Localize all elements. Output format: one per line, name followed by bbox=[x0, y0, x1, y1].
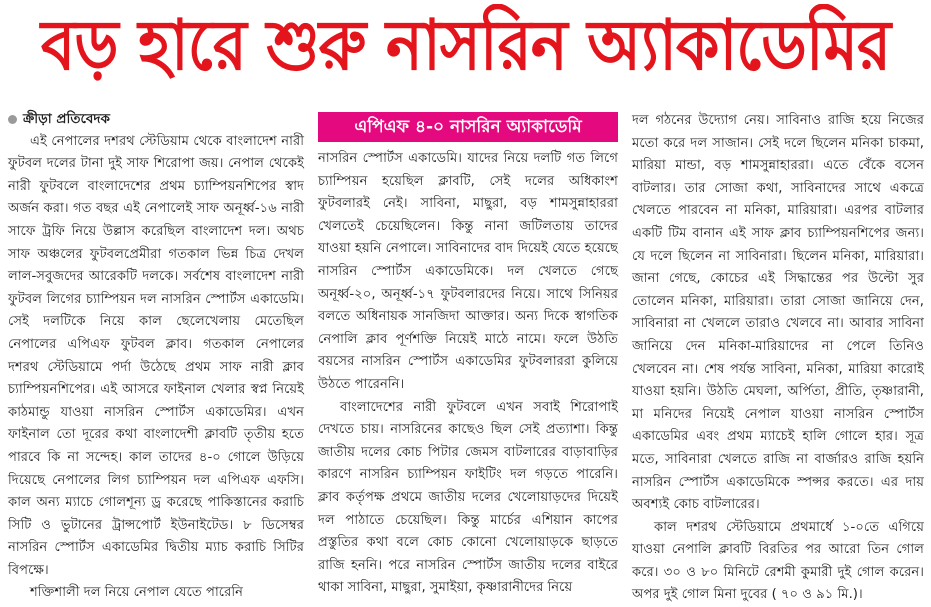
article-column-2 bbox=[318, 108, 618, 600]
paragraph: নাসরিন স্পোর্টস একাডেমি। যাদের নিয়ে দলটি গত লিগে চ্যাম্পিয়ন হয়েছিল ক্লাবটি, সেই দলের অধিকাংশ ফুটবলারই নেই। সাবিনা, মাছুরা, বড় শামসুন্নাহাররা খেলতেই চেয়েছিলেন। কিন্তু নানা জটিলতায় তাদের যাওয়া হয়নি নেপালে। সাবিনাদের বাদ দিয়েই যেতে হয়েছে নাসরিন স্পোর্টস একাডেমিকে। দল খেলতে গেছে অনূর্ধ্ব-২০, অনূর্ধ্ব-১৭ ফুটবলারদের নিয়ে। সাথে সিনিয়র বলতে অধিনায়ক সানজিদা আক্তার। অন্য দিকে স্বাগতিক নেপালি ক্লাব পূর্ণশক্তি নিয়েই মাঠে নামে। ফলে উঠতি বয়সের নাসরিন স্পোর্টস একাডেমির ফুটবলাররা কুলিয়ে উঠতে পারেননি। bbox=[318, 151, 618, 392]
subheadline: এপিএফ ৪-০ নাসরিন অ্যাকাডেমি bbox=[318, 112, 618, 142]
paragraph: এই নেপালের দশরথ স্টেডিয়াম থেকে বাংলাদেশ নারী ফুটবল দলের টানা দুই সাফ শিরোপা জয়। নেপাল থেকেই নারী ফুটবলে বাংলাদেশের প্রথম চ্যাম্পিয়নশিপের স্বাদ অর্জন করা। গত বছর এই নেপালেই সাফ অনূর্ধ্ব-১৬ নারী সাফে ট্রফি নিয়ে উল্লাস করেছিল বাংলাদেশ দল। অথচ সাফ অঞ্চলের ফুটবলপ্রেমীরা গতকাল ভিন্ন চিত্র দেখল লাল-সবুজদের আরেকটি দলকে। সর্বশেষ বাংলাদেশ নারী ফুটবল লিগের চ্যাম্পিয়ন দল নাসরিন স্পোর্টস একাডেমি। সেই দলটিকে নিয়ে কাল ছেলেখেলায় মেতেছিল নেপালের এপিএফ ফুটবল ক্লাব। গতকাল নেপালের দশরথ স্টেডিয়ামে পর্দা উঠেছে প্রথম সাফ নারী ক্লাব চ্যাম্পিয়নশিপের। এই আসরে ফাইনাল খেলার স্বপ্ন নিয়েই কাঠমান্ডু যাওয়া নাসরিন স্পোর্টস একাডেমির। এখন ফাইনাল তো দূরের কথা বাংলাদেশী ক্লাবটি তৃতীয় হতে পারবে কি না সন্দেহ। কাল তাদের ৪-০ গোলে উড়িয়ে দিয়েছে নেপালের লিগ চ্যাম্পিয়ন দল এপিএফ এফসি। কাল অন্য ম্যাচে গোলশূন্য ড্র করেছে পাকিস্তানের করাচি সিটি ও ভুটানের ট্রান্সপোর্ট ইউনাইটেড। ৮ ডিসেম্বর নাসরিন স্পোর্টস একাডেমির দ্বিতীয় ম্যাচ করাচি সিটির বিপক্ষে। bbox=[8, 133, 304, 578]
headline: বড় হারে শুরু নাসরিন অ্যাকাডেমির bbox=[40, 3, 891, 86]
bullet-icon bbox=[8, 115, 17, 124]
paragraph: বাংলাদেশের নারী ফুটবলে এখন সবাই শিরোপাই দেখতে চায়। নাসরিনের কাছেও ছিল সেই প্রত্যাশা। কিন্তু জাতীয় দলের কোচ পিটার জেমস বাটলারের বাড়াবাড়ির কারণে নাসরিন চ্যাম্পিয়ন ফাইটিং দল গড়তে পারেনি। ক্লাব কর্তৃপক্ষ প্রথমে জাতীয় দলের খেলোয়াড়দের দিয়েই দল পাঠাতে চেয়েছিল। কিন্তু মার্চের এশিয়ান কাপের প্রস্তুতির কথা বলে কোচ কোনো খেলোয়াড়কে ছাড়তে রাজি হননি। পরে নাসরিন স্পোর্টস জাতীয় দলের বাইরে থাকা সাবিনা, মাছুরা, সুমাইয়া, কৃষ্ণারানীদের নিয়ে bbox=[318, 399, 618, 596]
article-column-1 bbox=[8, 108, 304, 605]
paragraph: শক্তিশালী দল নিয়ে নেপাল যেতে পারেনি bbox=[30, 585, 243, 601]
byline bbox=[8, 108, 304, 131]
byline-text: ক্রীড়া প্রতিবেদক bbox=[23, 111, 110, 127]
paragraph: কাল দশরথ স্টেডিয়ামে প্রথমার্ধে ১-০তে এগিয়ে যাওয়া নেপালি ক্লাবটি বিরতির পর আরো তিন গোল করে। ৩০ ও ৮০ মিনিটে রেশমী কুমারী দুই গোল করেন। অপর দুই গোল মিনা দুবের ( ৭০ ও ৯১ মি.)। bbox=[632, 519, 924, 603]
article-column-3 bbox=[632, 110, 924, 607]
paragraph: দল গঠনের উদ্যোগ নেয়। সাবিনাও রাজি হয়ে নিজের মতো করে দল সাজান। সেই দলে ছিলেন মনিকা চাকমা, মারিয়া মান্ডা, বড় শামসুন্নাহাররা। এতে বেঁকে বসেন বাটলার। তার সোজা কথা, সাবিনাদের সাথে একত্রে খেলতে পারবেন না মনিকা, মারিয়ারা। এরপর বাটলার একটি টিম বানান এই সাফ ক্লাব চ্যাম্পিয়নশিপের জন্য। যে দলে ছিলেন না সাবিনারা। ছিলেন মনিকা, মারিয়ারা। জানা গেছে, কোচের এই সিদ্ধান্তের পর উল্টো সুর তোলেন মনিকা, মারিয়ারা। তারা সোজা জানিয়ে দেন, সাবিনারা না খেললে তারাও খেলবে না। আবার সাবিনা জানিয়ে দেন মনিকা-মারিয়াদের না পেলে তিনিও খেলবেন না। শেষ পর্যন্ত সাবিনা, মনিকা, মারিয়া কারোই যাওয়া হয়নি। উঠতি মেঘলা, অর্পিতা, প্রীতি, তৃষ্ণারানী, মা মনিদের নিয়েই নেপাল যাওয়া নাসরিন স্পোর্টস একাডেমির এবং প্রথম ম্যাচেই হালি গোলে হার। সূত্র মতে, সাবিনারা খেলতে রাজি না বার্জারও রাজি হয়নি নাসরিন স্পোর্টস একাডেমিকে স্পন্সর করতে। এর দায় অবশ্যই কোচ বাটলারের। bbox=[632, 113, 924, 513]
